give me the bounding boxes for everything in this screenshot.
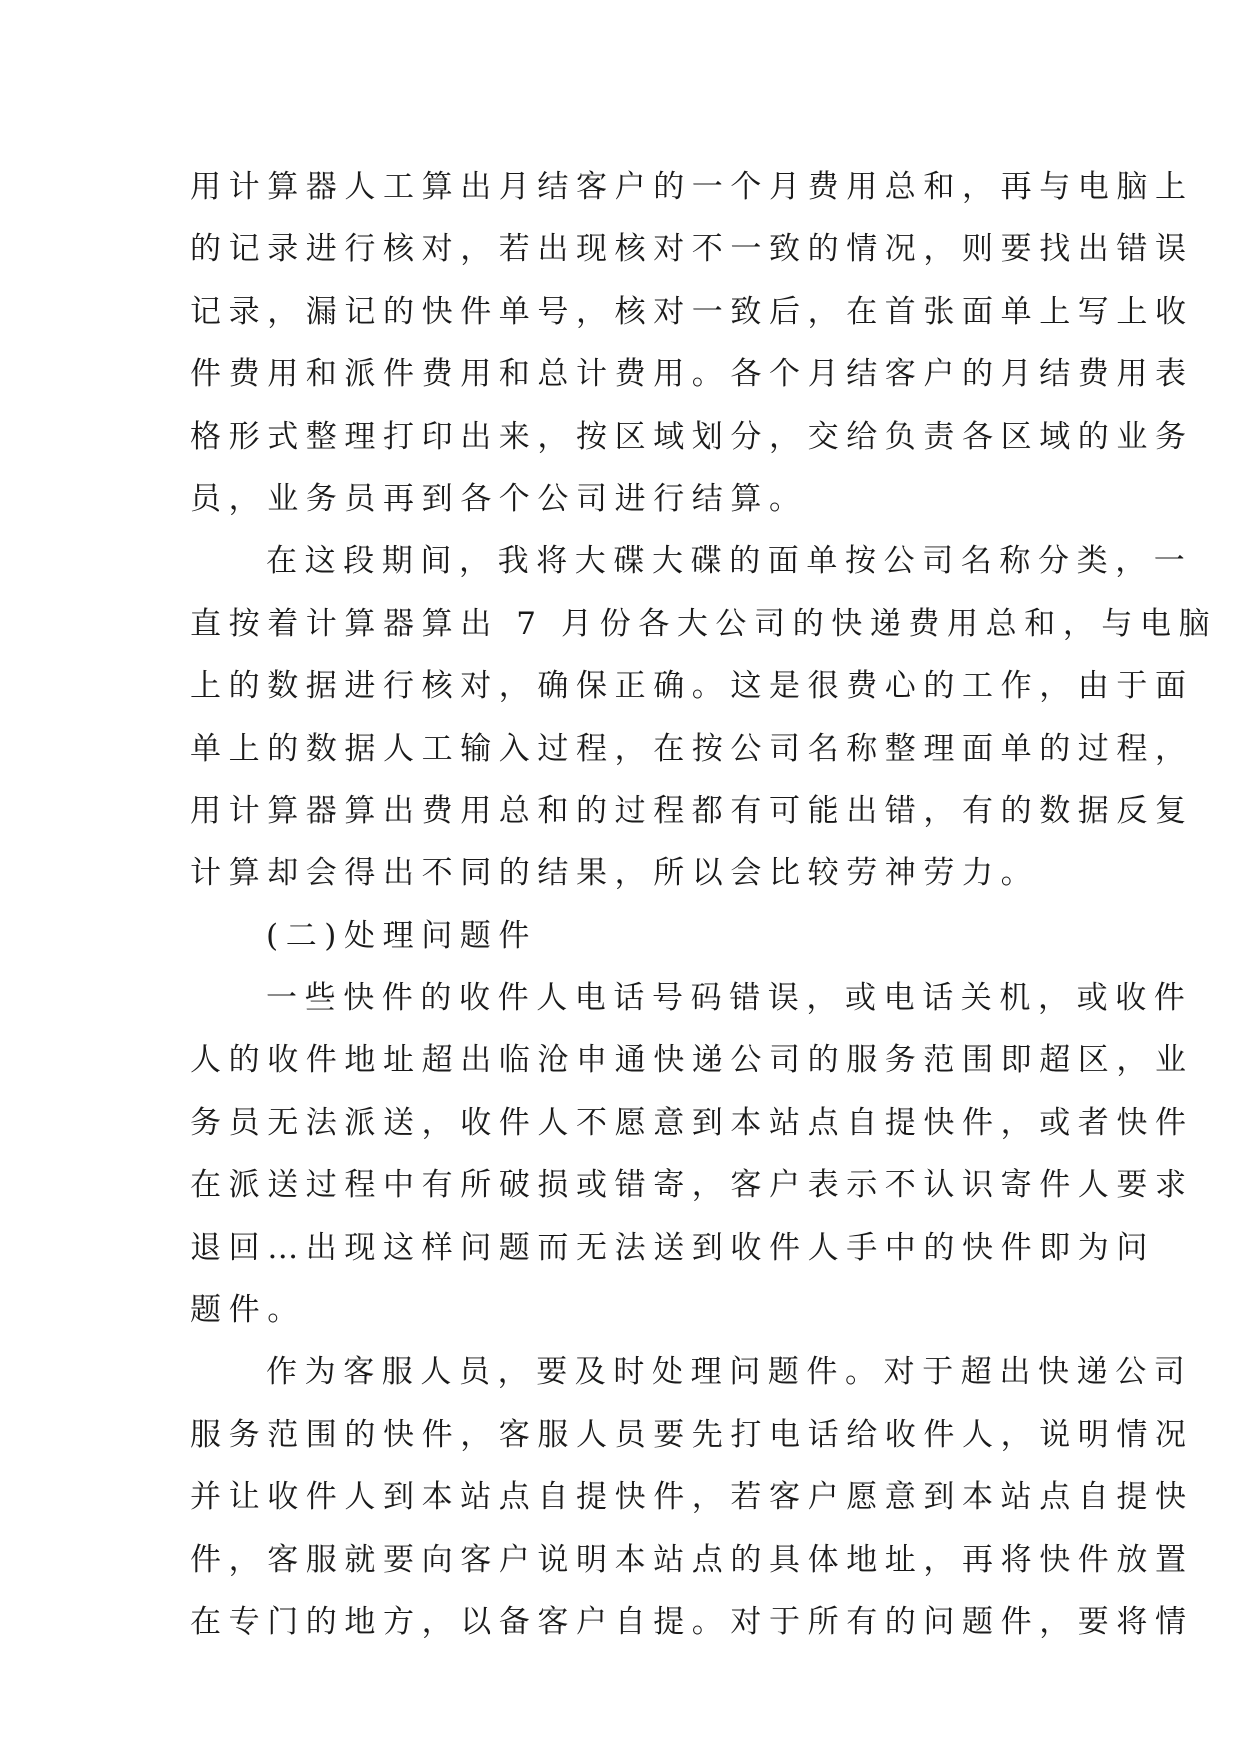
text-line: 上的数据进行核对，确保正确。这是很费心的工作，由于面	[190, 668, 1194, 705]
text-line: 员，业务员再到各个公司进行结算。	[190, 480, 808, 517]
text-line: 并让收件人到本站点自提快件，若客户愿意到本站点自提快	[190, 1479, 1194, 1516]
body-text	[190, 156, 1218, 1653]
text-line: 在派送过程中有所破损或错寄，客户表示不认识寄件人要求	[190, 1167, 1194, 1204]
text-line: 件，客服就要向客户说明本站点的具体地址，再将快件放置	[190, 1541, 1194, 1578]
text-line: 务员无法派送，收件人不愿意到本站点自提快件，或者快件	[190, 1104, 1194, 1141]
paragraph-start-line: 一些快件的收件人电话号码错误，或电话关机，或收件	[266, 980, 1193, 1017]
text-line: 退回…出现这样问题而无法送到收件人手中的快件即为问	[190, 1229, 1155, 1266]
text-line: 单上的数据人工输入过程，在按公司名称整理面单的过程，	[190, 730, 1194, 767]
text-line: 直按着计算器算出 7 月份各大公司的快递费用总和，与电脑	[190, 605, 1218, 642]
text-line: 用计算器算出费用总和的过程都有可能出错，有的数据反复	[190, 792, 1194, 829]
text-line: 服务范围的快件，客服人员要先打电话给收件人，说明情况	[190, 1416, 1194, 1453]
text-line: 记录，漏记的快件单号，核对一致后，在首张面单上写上收	[190, 293, 1194, 330]
text-line: 的记录进行核对，若出现核对不一致的情况，则要找出错误	[190, 231, 1194, 268]
text-line: 件费用和派件费用和总计费用。各个月结客户的月结费用表	[190, 356, 1194, 393]
section-heading: (二)处理问题件	[266, 917, 537, 954]
paragraph-start-line: 在这段期间，我将大碟大碟的面单按公司名称分类，一	[266, 543, 1193, 580]
text-line: 用计算器人工算出月结客户的一个月费用总和，再与电脑上	[190, 169, 1194, 205]
text-line: 人的收件地址超出临沧申通快递公司的服务范围即超区，业	[190, 1042, 1194, 1079]
text-line: 题件。	[190, 1292, 306, 1329]
text-line: 计算却会得出不同的结果，所以会比较劳神劳力。	[190, 855, 1040, 892]
text-line: 在专门的地方，以备客户自提。对于所有的问题件，要将情	[190, 1603, 1194, 1640]
paragraph-start-line: 作为客服人员，要及时处理问题件。对于超出快递公司	[266, 1354, 1193, 1391]
text-line: 格形式整理打印出来，按区域划分，交给负责各区域的业务	[190, 418, 1194, 455]
